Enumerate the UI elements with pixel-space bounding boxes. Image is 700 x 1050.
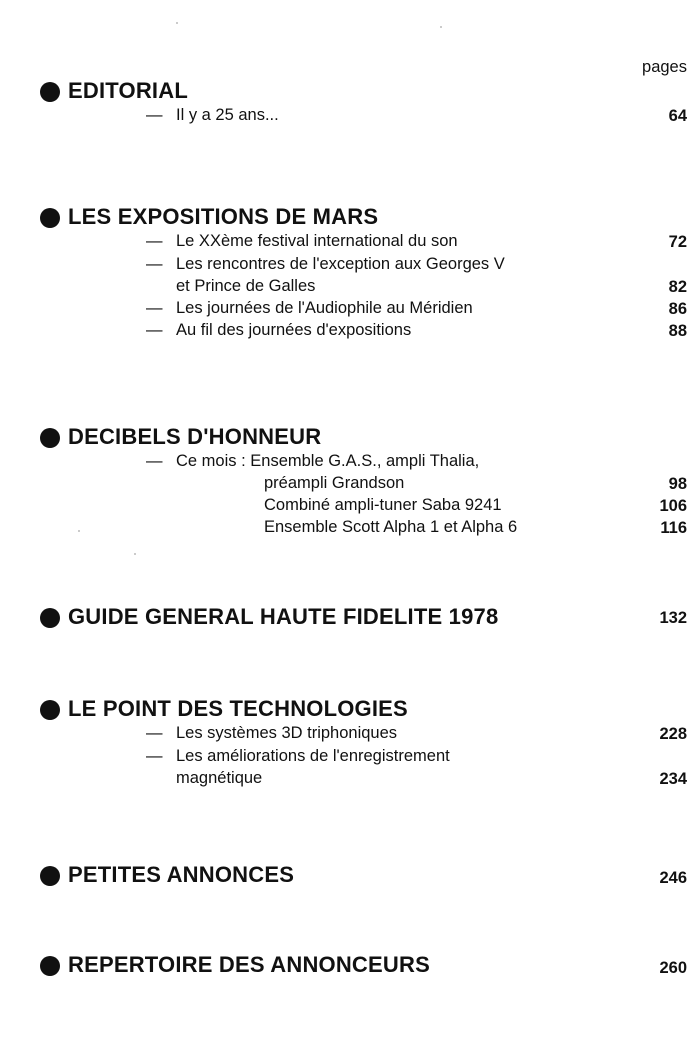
dash: — — [146, 299, 163, 317]
page-number: 116 — [660, 519, 687, 537]
section-title[interactable]: PETITES ANNONCES — [68, 862, 295, 887]
toc-entry-continuation: et Prince de Galles — [176, 277, 316, 295]
dash: — — [146, 724, 163, 742]
bullet-icon — [40, 700, 60, 720]
toc-entry[interactable]: Le XXème festival international du son — [176, 232, 458, 250]
dash: — — [146, 255, 163, 273]
toc-entry-intro: Ce mois : Ensemble G.A.S., ampli Thalia, — [176, 452, 480, 470]
page-number: 246 — [659, 869, 687, 887]
dash: — — [146, 106, 163, 124]
section-title: LES EXPOSITIONS DE MARS — [68, 204, 379, 229]
dash: — — [146, 747, 163, 765]
page-number: 86 — [668, 300, 687, 318]
page-number: 64 — [668, 107, 687, 125]
section-title: LE POINT DES TECHNOLOGIES — [68, 696, 408, 721]
page-number: 82 — [668, 278, 687, 296]
dash: — — [146, 232, 163, 250]
pages-column-label: pages — [642, 58, 687, 76]
page-number: 132 — [659, 609, 687, 627]
dash: — — [146, 321, 163, 339]
scan-speck — [134, 553, 136, 555]
toc-entry[interactable]: Combiné ampli-tuner Saba 9241 — [264, 496, 502, 514]
section-title[interactable]: GUIDE GENERAL HAUTE FIDELITE 1978 — [68, 604, 499, 629]
page-number: 72 — [668, 233, 687, 251]
bullet-icon — [40, 208, 60, 228]
dash: — — [146, 452, 163, 470]
bullet-icon — [40, 82, 60, 102]
scan-speck — [78, 530, 80, 532]
toc-entry[interactable]: préampli Grandson — [264, 474, 405, 492]
page-number: 106 — [659, 497, 687, 515]
bullet-icon — [40, 428, 60, 448]
page-number: 228 — [659, 725, 687, 743]
scan-speck — [440, 26, 442, 28]
scan-speck — [176, 22, 178, 24]
page-number: 88 — [668, 322, 687, 340]
bullet-icon — [40, 608, 60, 628]
page-number: 260 — [659, 959, 687, 977]
toc-entry[interactable]: Au fil des journées d'expositions — [176, 321, 412, 339]
toc-entry[interactable]: Il y a 25 ans... — [176, 106, 279, 124]
section-title: EDITORIAL — [68, 78, 188, 103]
toc-entry[interactable]: Les systèmes 3D triphoniques — [176, 724, 398, 742]
section-title: DECIBELS D'HONNEUR — [68, 424, 322, 449]
page-number: 98 — [668, 475, 687, 493]
toc-entry[interactable]: Ensemble Scott Alpha 1 et Alpha 6 — [264, 518, 518, 536]
toc-entry[interactable]: Les rencontres de l'exception aux Georges V — [176, 255, 505, 273]
toc-entry[interactable]: Les améliorations de l'enregistrement — [176, 747, 450, 765]
bullet-icon — [40, 956, 60, 976]
bullet-icon — [40, 866, 60, 886]
toc-entry[interactable]: Les journées de l'Audiophile au Méridien — [176, 299, 473, 317]
toc-entry-continuation: magnétique — [176, 769, 263, 787]
section-title[interactable]: REPERTOIRE DES ANNONCEURS — [68, 952, 430, 977]
page-number: 234 — [659, 770, 687, 788]
